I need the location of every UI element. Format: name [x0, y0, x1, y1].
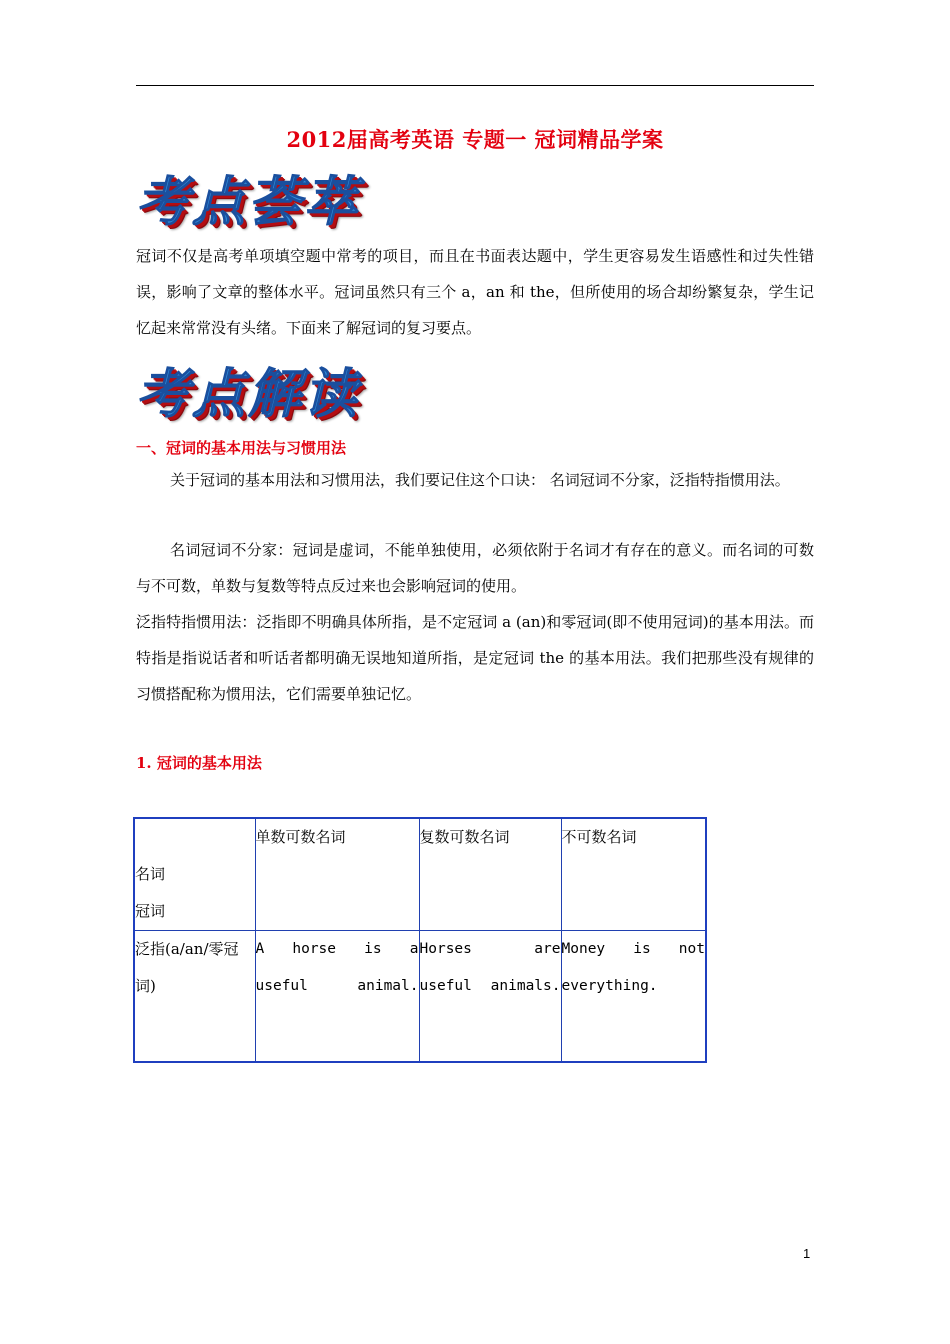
header-rule [136, 85, 814, 86]
table-header-cell: 单数可数名词 [255, 818, 419, 931]
noun-article-paragraph: 名词冠词不分家：冠词是虚词，不能单独使用，必须依附于名词才有存在的意义。而名词的可数与不可数，单数与复数等特点反过来也会影响冠词的使用。 [136, 541, 814, 595]
intro-paragraph: 冠词不仅是高考单项填空题中常考的项目，而且在书面表达题中，学生更容易发生语感性和过失性错误，影响了文章的整体水平。冠词虽然只有三个 a，an 和 the，但所使用的场合却纷繁复杂，学生记忆起来常常没有头绪。下面来了解冠词的复习要点。 [136, 247, 814, 337]
table-row-label: 泛指(a/an/零冠词) [134, 931, 255, 1063]
general-specific-paragraph: 泛指特指惯用法：泛指即不明确具体所指，是不定冠词 a (an)和零冠词(即不使用冠词)的基本用法。而特指是指说话者和听话者都明确无误地知道所指，是定冠词 the 的基本用法。我们把那些没有规律的习惯搭配称为惯用法，它们需要单独记忆。 [136, 613, 814, 703]
page-number: 1 [803, 1246, 811, 1261]
motto-paragraph: 关于冠词的基本用法和习惯用法，我们要记住这个口诀： 名词冠词不分家，泛指特指惯用法。 [170, 471, 790, 489]
corner-noun-label: 名词 [135, 865, 166, 883]
table-header-row [134, 818, 706, 931]
table-cell: A horse is a useful animal. [255, 931, 419, 1063]
table-cell: Horses are useful animals. [419, 931, 561, 1063]
section-heading-basic-and-idiomatic: 一、冠词的基本用法与习惯用法 [136, 439, 347, 457]
document-title: 2012届高考英语 专题一 冠词精品学案 [286, 127, 664, 152]
table-row [134, 931, 706, 1063]
banner-summary: 考点荟萃 [136, 171, 360, 233]
table-corner-cell [134, 818, 255, 931]
table-cell: Money is not everything. [561, 931, 706, 1063]
section-heading-basic-usage: 1. 冠词的基本用法 [136, 754, 262, 772]
corner-article-label: 冠词 [135, 902, 166, 920]
article-usage-table [133, 817, 707, 1063]
table-header-cell: 不可数名词 [561, 818, 706, 931]
banner-interpretation: 考点解读 [136, 363, 360, 425]
table-header-cell: 复数可数名词 [419, 818, 561, 931]
